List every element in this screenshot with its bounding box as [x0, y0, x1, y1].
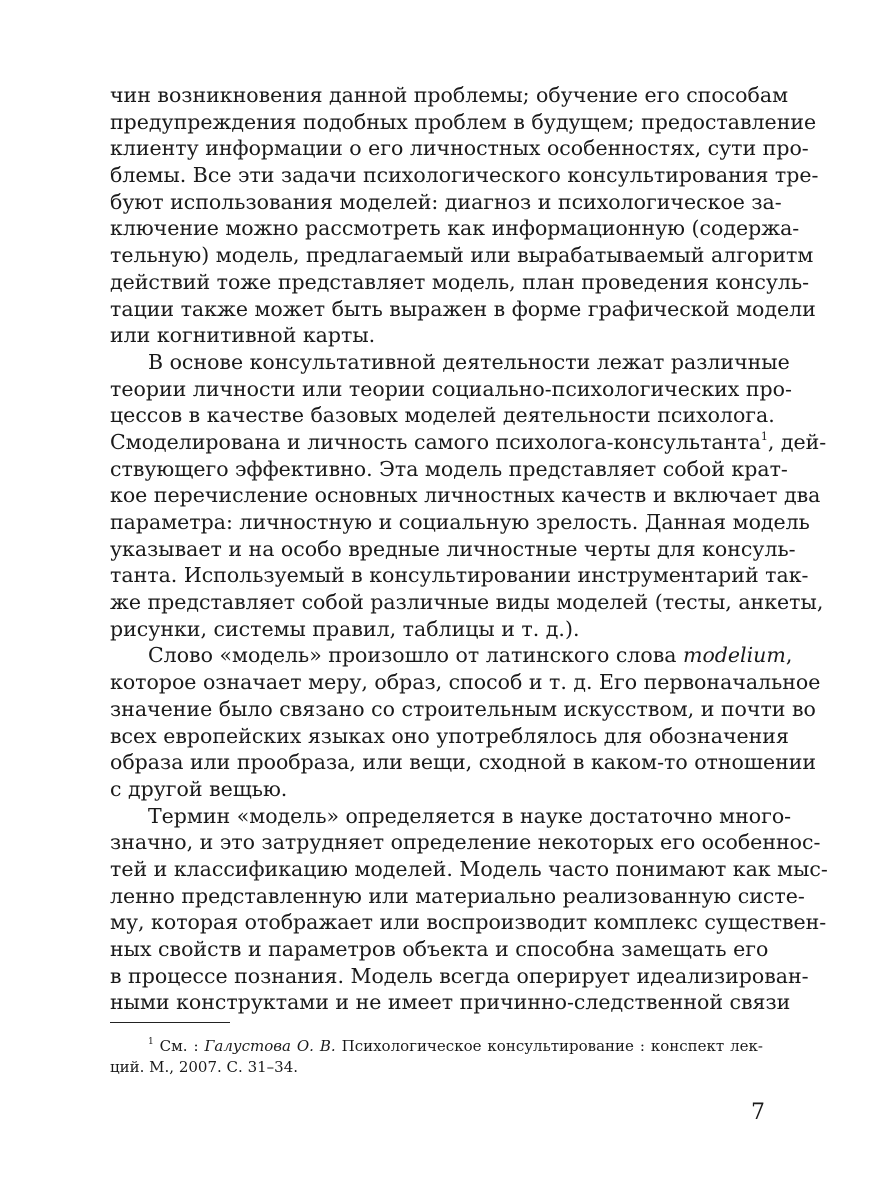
text-line: му, которая отображает или воспроизводит комплекс существен- [110, 910, 827, 935]
text-line: параметра: личностную и социальную зрелость. Данная модель [110, 510, 810, 534]
text-line: клиенту информации о его личностных особенностях, сути про- [110, 136, 809, 161]
footnote [110, 1036, 763, 1078]
text-line: же представляет собой различные виды моделей (тесты, анкеты, [110, 590, 824, 615]
text-line: значение было связано со строительным искусством, и почти во [110, 696, 816, 721]
text-line: блемы. Все эти задачи психологического консультирования тре- [110, 163, 819, 188]
text-fragment: , [785, 643, 793, 668]
text-line: В основе консультативной деятельности лежат различные [148, 349, 790, 374]
text-line: ными конструктами и не имеет причинно-следственной связи [110, 990, 791, 1015]
text-line: всех европейских языках оно употреблялось для обозначения [110, 723, 789, 748]
text-line: образа или прообраза, или вещи, сходной в каком-то отношении [110, 750, 817, 775]
text-line: чин возникновения данной проблемы; обучение его способам [110, 83, 789, 107]
text-fragment: Смоделирована и личность самого психолога-консультанта [110, 429, 761, 454]
text-line: теории личности или теории социально-психологических про- [110, 376, 792, 401]
text-line-with-footnote [110, 429, 827, 456]
text-line: указывает и на особо вредные личностные черты для консуль- [110, 536, 796, 561]
text-line: с другой вещью. [110, 776, 288, 801]
text-line: тей и классификацию моделей. Модель часто понимают как мыс- [110, 856, 828, 881]
text-line: танта. Используемый в консультировании инструментарий так- [110, 563, 809, 588]
main-text [110, 82, 828, 1016]
footnote-line: ций. М., 2007. С. 31–34. [110, 1058, 299, 1076]
text-fragment: , дей- [767, 429, 827, 454]
text-line: цессов в качестве базовых моделей деятельности психолога. [110, 403, 775, 428]
text-line: тельную) модель, предлагаемый или вырабатываемый алгоритм [110, 243, 814, 268]
text-line: кое перечисление основных личностных качеств и включает два [110, 483, 821, 508]
text-line: Термин «модель» определяется в науке достаточно много- [148, 803, 792, 828]
text-fragment: Психологическое консультирование : конспект лек- [335, 1037, 763, 1055]
text-line-with-italic [110, 642, 793, 669]
text-line: буют использования моделей: диагноз и психологическое за- [110, 189, 782, 214]
page-number: 7 [751, 1100, 765, 1125]
text-line: ленно представленную или материально реализованную систе- [110, 883, 805, 908]
text-line: предупреждения подобных проблем в будущем; предоставление [110, 109, 817, 134]
text-line: ствующего эффективно. Эта модель представляет собой крат- [110, 456, 788, 481]
text-line: рисунки, системы правил, таблицы и т. д.). [110, 616, 580, 641]
text-fragment: Слово «модель» произошло от латинского слова [148, 643, 684, 668]
footnote-marker: 1 [148, 1037, 154, 1047]
text-line: действий тоже представляет модель, план проведения консуль- [110, 269, 810, 294]
text-line: которое означает меру, образ, способ и т. д. Его первоначальное [110, 670, 821, 695]
text-line: тации также может быть выражен в форме графической модели [110, 296, 816, 321]
text-line: в процессе познания. Модель всегда оперирует идеализирован- [110, 963, 809, 988]
footnote-line [110, 1036, 763, 1057]
text-line: значно, и это затрудняет определение некоторых его особеннос- [110, 830, 821, 855]
italic-term: modelium [683, 643, 786, 668]
footnote-divider [110, 1022, 230, 1023]
text-line: или когнитивной карты. [110, 323, 376, 348]
footnote-author: Галустова О. В. [204, 1037, 336, 1055]
text-fragment: См. : [153, 1037, 205, 1055]
footnote-reference[interactable]: 1 [760, 430, 768, 444]
text-line: ных свойств и параметров объекта и способна замещать его [110, 937, 769, 961]
text-line: ключение можно рассмотреть как информационную (содержа- [110, 216, 800, 241]
